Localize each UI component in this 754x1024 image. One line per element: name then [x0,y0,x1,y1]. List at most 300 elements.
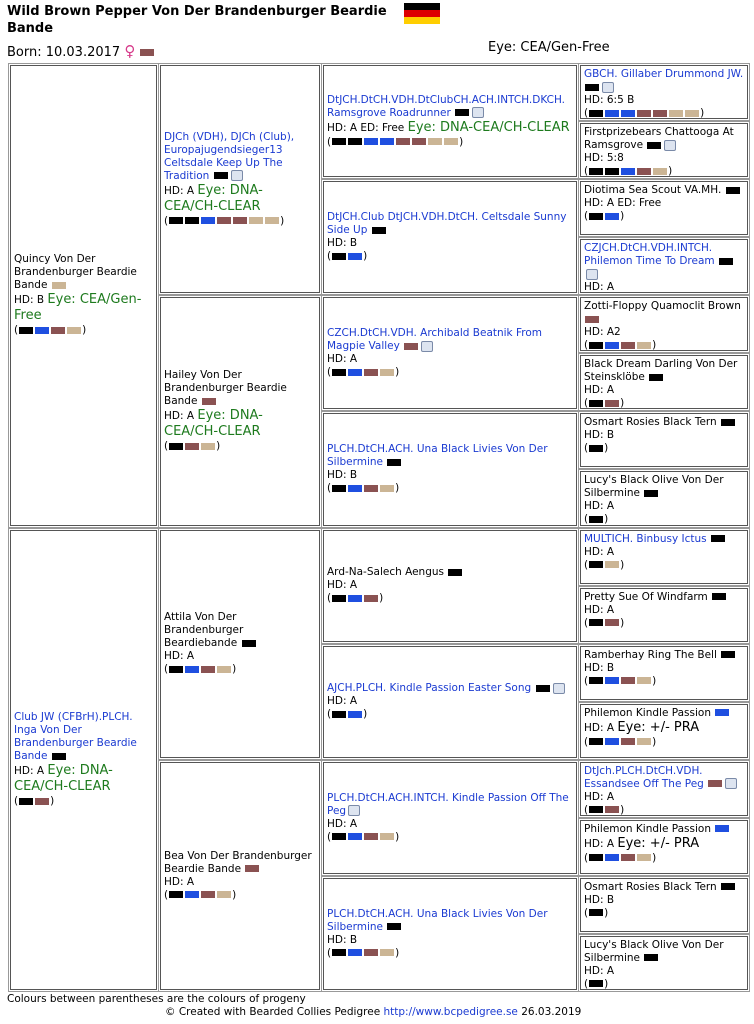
dog-name-link[interactable]: CZJCH.DtCH.VDH.INTCH. Philemon Time To Dream [584,242,715,268]
color-swatch-black [589,909,603,916]
progeny-colors: ( ) [327,135,464,148]
progeny-colors: ( ) [584,210,625,223]
dog-name-line [164,850,316,876]
color-swatch-tan [201,443,215,450]
pedigree-cell [323,181,577,293]
dog-name: Diotima Sea Scout VA.MH. [584,184,722,197]
health-line [327,695,573,708]
color-swatch-brown [396,138,410,145]
color-swatch-black [448,569,462,576]
color-swatch-blue [605,213,619,220]
progeny-colors: ( ) [584,165,673,178]
camera-icon[interactable] [725,778,737,789]
pedigree-cell [580,355,748,409]
footer-date: 26.03.2019 [521,1006,582,1018]
footer-credits [165,1006,581,1018]
health-line [164,650,316,663]
progeny-colors: ( ) [584,616,625,629]
progeny-colors: ( ) [584,107,705,119]
color-swatch-blue [715,709,729,716]
dog-name-line [584,242,744,281]
color-swatch-black [332,595,346,602]
color-swatch-tan [249,217,263,224]
progeny-colors: ( ) [327,366,400,379]
color-swatch-black [242,640,256,647]
color-swatch-brown [245,865,259,872]
color-swatch-blue [35,327,49,334]
pedigree-cell [323,413,577,525]
color-swatch-tan [380,485,394,492]
color-swatch-blue [348,485,362,492]
color-swatch-brown [605,619,619,626]
hip-score: HD: B [584,661,615,674]
color-swatch-black [644,954,658,961]
dog-name-line [584,649,744,662]
dog-name-link[interactable]: AJCH.PLCH. Kindle Passion Easter Song [327,682,532,695]
hip-score: HD: A [584,281,615,294]
dog-name-line [584,881,744,894]
color-swatch-tan [637,854,651,861]
color-swatch-brown [605,806,619,813]
hip-score: HD: A [164,650,195,663]
health-line [14,292,153,324]
color-swatch-black [589,619,603,626]
color-swatch-black [726,187,740,194]
color-swatch-black [644,490,658,497]
pedigree-cell [323,762,577,874]
color-swatch-black [19,327,33,334]
color-swatch-black [589,445,603,452]
flag-stripe-gold [404,17,440,24]
dog-name: Zotti-Floppy Quamoclit Brown [584,300,741,313]
color-swatch-blue [364,138,378,145]
health-line [584,197,744,210]
color-swatch-black [332,138,346,145]
color-swatch-blue [201,217,215,224]
color-swatch-black [719,258,733,265]
color-swatch-black [332,949,346,956]
color-swatch-brown [412,138,426,145]
dog-name-link[interactable]: DJCh (VDH), DJCh (Club), Europajugendsieger13 Celtsdale Keep Up The Tradition [164,130,295,182]
color-swatch-tan [380,833,394,840]
eye-status-header: Eye: CEA/Gen-Free [488,40,610,55]
progeny-colors: ( ) [327,708,368,721]
eye-result: Eye: +/- PRA [617,835,700,851]
dog-name-line [584,765,744,791]
dog-name: Pretty Sue Of Windfarm [584,590,708,603]
color-swatch-black [536,685,550,692]
progeny-colors: ( ) [584,803,625,816]
dog-name: Ramberhay Ring The Bell [584,648,717,661]
color-swatch-black [605,168,619,175]
pedigree-cell [323,297,577,409]
color-swatch-black [372,227,386,234]
eye-result: Eye: +/- PRA [617,719,700,735]
health-line [584,604,744,617]
hip-score: HD: B [584,893,615,906]
pedigree-cell [323,65,577,177]
hip-score: HD: A [164,184,195,197]
hip-score: HD: 6:5 B [584,94,635,106]
health-line [584,384,744,397]
pedigree-cell [580,181,748,235]
dog-name: Ard-Na-Salech Aengus [327,566,444,579]
hip-score: HD: A [584,721,615,734]
pedigree-cell [160,762,320,990]
hip-score: HD: A [584,964,615,977]
health-line [584,326,744,339]
dog-name-line [584,939,744,965]
color-swatch-blue [605,110,619,117]
birth-date: Born: 10.03.2017 [7,45,121,60]
color-swatch-black [585,84,599,91]
progeny-colors: ( ) [584,513,609,526]
camera-icon[interactable] [472,107,484,118]
color-swatch-tan [265,217,279,224]
color-swatch-brown [637,110,651,117]
hip-score: HD: A [584,384,615,397]
health-line [14,763,153,795]
color-swatch-brown [605,400,619,407]
pedigree-cell [580,762,748,816]
color-swatch-black [332,369,346,376]
dog-name-link[interactable]: PLCH.DtCH.ACH. Una Black Livies Von Der Silbermine [327,443,548,469]
health-line [327,237,573,250]
hip-score: HD: A [327,353,358,366]
dog-name-line [327,211,573,237]
dog-name-line [584,68,744,94]
progeny-colors: ( ) [584,397,625,410]
color-swatch-brown [201,891,215,898]
eye-result: Eye: DNA-CEA/CH-CLEAR [407,119,570,135]
color-swatch-tan [685,110,699,117]
color-swatch-brown [585,316,599,323]
hip-score: HD: B [584,429,615,442]
health-line [327,353,573,366]
dog-name: Black Dream Darling Von Der Steinsklöbe [584,358,738,384]
health-line [164,408,316,440]
health-line [584,720,744,736]
color-swatch-tan [380,369,394,376]
color-swatch-brown [653,110,667,117]
health-line [164,876,316,889]
flag-stripe-red [404,10,440,17]
color-swatch-black [332,485,346,492]
pedigree-cell [580,820,748,874]
footer-created: © Created with Bearded Collies Pedigree [165,1006,381,1018]
progeny-colors: ( ) [327,482,400,495]
color-swatch-black [721,651,735,658]
hip-score: HD: A [584,500,615,513]
progeny-colors: ( ) [584,442,609,455]
eye-result: Eye: DNA-CEA/CH-CLEAR [164,408,263,440]
pedigree-cell [580,123,748,177]
dog-name-line [327,94,573,120]
color-swatch-brown [185,443,199,450]
color-swatch-black [589,516,603,523]
progeny-colors: ( ) [327,830,400,843]
color-swatch-black [332,711,346,718]
hip-score: HD: B [14,294,45,307]
color-swatch-blue [348,949,362,956]
pedigree-cell [580,936,748,990]
health-line [327,120,573,136]
color-swatch-brown [201,666,215,673]
color-swatch-blue [348,833,362,840]
dog-name: Lucy's Black Olive Von Der Silbermine [584,938,724,964]
dog-name-link[interactable]: GBCH. Gillaber Drummond JW. [584,68,744,80]
color-swatch-blue [185,666,199,673]
color-swatch-blue [348,253,362,260]
color-swatch-brown [364,595,378,602]
dog-name: Lucy's Black Olive Von Der Silbermine [584,474,724,500]
color-swatch-black [589,168,603,175]
footer-site-link[interactable]: http://www.bcpedigree.se [383,1006,518,1018]
coat-color-swatches [139,45,155,60]
hip-score: HD: A [584,545,615,558]
dog-name: Attila Von Der Brandenburger Beardiebande [164,611,244,650]
dog-name-link[interactable]: DtJCH.Club DtJCH.VDH.DtCH. Celtsdale Sunny Side Up [327,211,567,237]
pedigree-cell [323,646,577,758]
hip-score: HD: A ED: Free [327,121,405,134]
health-line [584,791,744,804]
color-swatch-blue [621,168,635,175]
color-swatch-black [387,923,401,930]
color-swatch-black [589,738,603,745]
dog-name-link[interactable]: MULTICH. Binbusy Ictus [584,532,707,545]
color-swatch-black [711,535,725,542]
dog-name-link[interactable]: Club JW (CFBrH).PLCH. Inga Von Der Brandenburger Beardie Bande [14,711,137,763]
color-swatch-black [214,172,228,179]
dog-name-line [584,300,744,326]
hip-score: HD: B [327,469,358,482]
footer-note: Colours between parentheses are the colours of progeny [7,993,306,1005]
color-swatch-brown [637,168,651,175]
female-symbol-icon: ♀ [124,42,136,60]
health-line [327,579,573,592]
progeny-colors: ( ) [584,339,657,352]
pedigree-cell [580,471,748,525]
color-swatch-black [169,666,183,673]
color-swatch-black [332,253,346,260]
progeny-colors: ( ) [584,674,657,687]
health-line [584,662,744,675]
hip-score: HD: A [584,837,615,850]
health-line [164,183,316,215]
eye-result: Eye: DNA-CEA/CH-CLEAR [14,763,113,795]
camera-icon[interactable] [553,683,565,694]
color-swatch-black [589,213,603,220]
color-swatch-tan [217,891,231,898]
color-swatch-brown [404,343,418,350]
hip-score: HD: A [164,875,195,888]
pedigree-cell [580,65,748,119]
color-swatch-black [589,677,603,684]
color-swatch-tan [428,138,442,145]
camera-icon[interactable] [421,341,433,352]
color-swatch-tan [637,738,651,745]
color-swatch-tan [637,677,651,684]
progeny-colors: ( ) [327,250,368,263]
dog-name-link[interactable]: PLCH.DtCH.ACH.INTCH. Kindle Passion Off The Peg [327,791,569,817]
pedigree-cell [580,878,748,932]
color-swatch-black [589,980,603,987]
color-swatch-tan [653,168,667,175]
color-swatch-black [721,883,735,890]
dog-name-link[interactable]: DtJCH.DtCH.VDH.DtClubCH.ACH.INTCH.DKCH. Ramsgrove Roadrunner [327,93,566,119]
color-swatch-black [589,342,603,349]
color-swatch-brown [51,327,65,334]
progeny-colors: ( ) [14,324,87,337]
hip-score: HD: A [584,603,615,616]
hip-score: HD: A [164,410,195,423]
progeny-colors: ( ) [164,440,221,453]
camera-icon[interactable] [231,170,243,181]
health-line [584,965,744,978]
dog-name-line [584,533,744,546]
color-swatch-black [348,138,362,145]
color-swatch-brown [364,833,378,840]
color-swatch-black [649,374,663,381]
color-swatch-black [387,459,401,466]
health-line [584,836,744,852]
pedigree-cell [160,297,320,525]
color-swatch-blue [715,825,729,832]
pedigree-cell [10,65,157,526]
dog-title: Wild Brown Pepper Von Der Brandenburger Beardie Bande [7,4,387,36]
dog-name-line [584,126,744,152]
color-swatch-blue [605,854,619,861]
dog-name-line [327,443,573,469]
color-swatch-black [169,891,183,898]
progeny-colors: ( ) [164,214,285,227]
color-swatch-brown [140,49,154,56]
color-swatch-blue [621,110,635,117]
camera-icon[interactable] [602,82,614,93]
hip-score: HD: 5:8 [584,152,624,165]
dog-name: Philemon Kindle Passion [584,822,711,835]
color-swatch-black [589,854,603,861]
pedigree-cell [580,239,748,293]
progeny-colors: ( ) [584,851,657,864]
progeny-colors: ( ) [584,977,609,990]
dog-name: Firstprizebears Chattooga At Ramsgrove [584,126,734,152]
pedigree-cell [160,530,320,758]
dog-name: Philemon Kindle Passion [584,706,711,719]
dog-name-link[interactable]: DtJch.PLCH.DtCH.VDH. Essandsee Off The Peg [584,764,704,790]
dog-name-line [584,707,744,720]
pedigree-cell [580,646,748,700]
color-swatch-black [721,419,735,426]
color-swatch-blue [185,891,199,898]
color-swatch-brown [621,677,635,684]
dog-name-line [584,416,744,429]
dog-name-line [584,591,744,604]
health-line [584,94,744,107]
pedigree-cell [323,530,577,642]
dog-name-line [14,711,153,763]
color-swatch-black [589,400,603,407]
pedigree-cell [160,65,320,293]
dog-name: Hailey Von Der Brandenburger Beardie Bande [164,369,287,408]
progeny-colors: ( ) [14,795,55,808]
hip-score: HD: B [327,237,358,250]
dog-name: Bea Von Der Brandenburger Beardie Bande [164,849,312,875]
dog-name-line [327,792,573,818]
hip-score: HD: A2 [584,326,621,339]
dog-name-line [164,611,316,650]
color-swatch-brown [202,398,216,405]
color-swatch-brown [364,949,378,956]
pedigree-cell [10,530,157,991]
flag-stripe-black [404,3,440,10]
color-swatch-black [185,217,199,224]
dog-name-line [584,823,744,836]
color-swatch-brown [35,798,49,805]
dog-name-line [327,908,573,934]
birth-date-line [7,42,155,60]
hip-score: HD: A [14,765,45,778]
color-swatch-black [19,798,33,805]
hip-score: HD: A [327,695,358,708]
progeny-colors: ( ) [584,735,657,748]
color-swatch-tan [605,561,619,568]
camera-icon[interactable] [664,140,676,151]
progeny-colors: ( ) [584,558,625,571]
camera-icon[interactable] [586,269,598,280]
pedigree-cell [580,297,748,351]
dog-name: Osmart Rosies Black Tern [584,880,717,893]
color-swatch-black [589,561,603,568]
color-swatch-brown [621,738,635,745]
color-swatch-brown [708,780,722,787]
color-swatch-blue [348,595,362,602]
dog-name-line [327,566,573,579]
color-swatch-black [589,806,603,813]
color-swatch-blue [380,138,394,145]
pedigree-cell [580,530,748,584]
color-swatch-black [712,593,726,600]
color-swatch-black [589,110,603,117]
progeny-colors: ( ) [164,888,237,901]
color-swatch-black [169,443,183,450]
color-swatch-blue [348,711,362,718]
color-swatch-brown [217,217,231,224]
dog-name-line [327,327,573,353]
dog-name-link[interactable]: PLCH.DtCH.ACH. Una Black Livies Von Der Silbermine [327,907,548,933]
health-line [584,152,744,165]
color-swatch-blue [605,342,619,349]
color-swatch-brown [621,342,635,349]
progeny-colors: ( ) [327,592,384,605]
dog-name: Osmart Rosies Black Tern [584,416,717,429]
progeny-colors: ( ) [327,946,400,959]
dog-name-line [164,131,316,183]
dog-name-link[interactable]: CZCH.DtCH.VDH. Archibald Beatnik From Magpie Valley [327,327,542,353]
color-swatch-black [647,142,661,149]
health-line [327,818,573,831]
dog-name-line [584,474,744,500]
health-line [584,546,744,559]
color-swatch-tan [67,327,81,334]
eye-result: Eye: DNA-CEA/CH-CLEAR [164,182,263,214]
color-swatch-tan [217,666,231,673]
dog-name-line [164,369,316,408]
color-swatch-brown [233,217,247,224]
camera-icon[interactable] [348,805,360,816]
color-swatch-black [455,109,469,116]
color-swatch-blue [605,677,619,684]
